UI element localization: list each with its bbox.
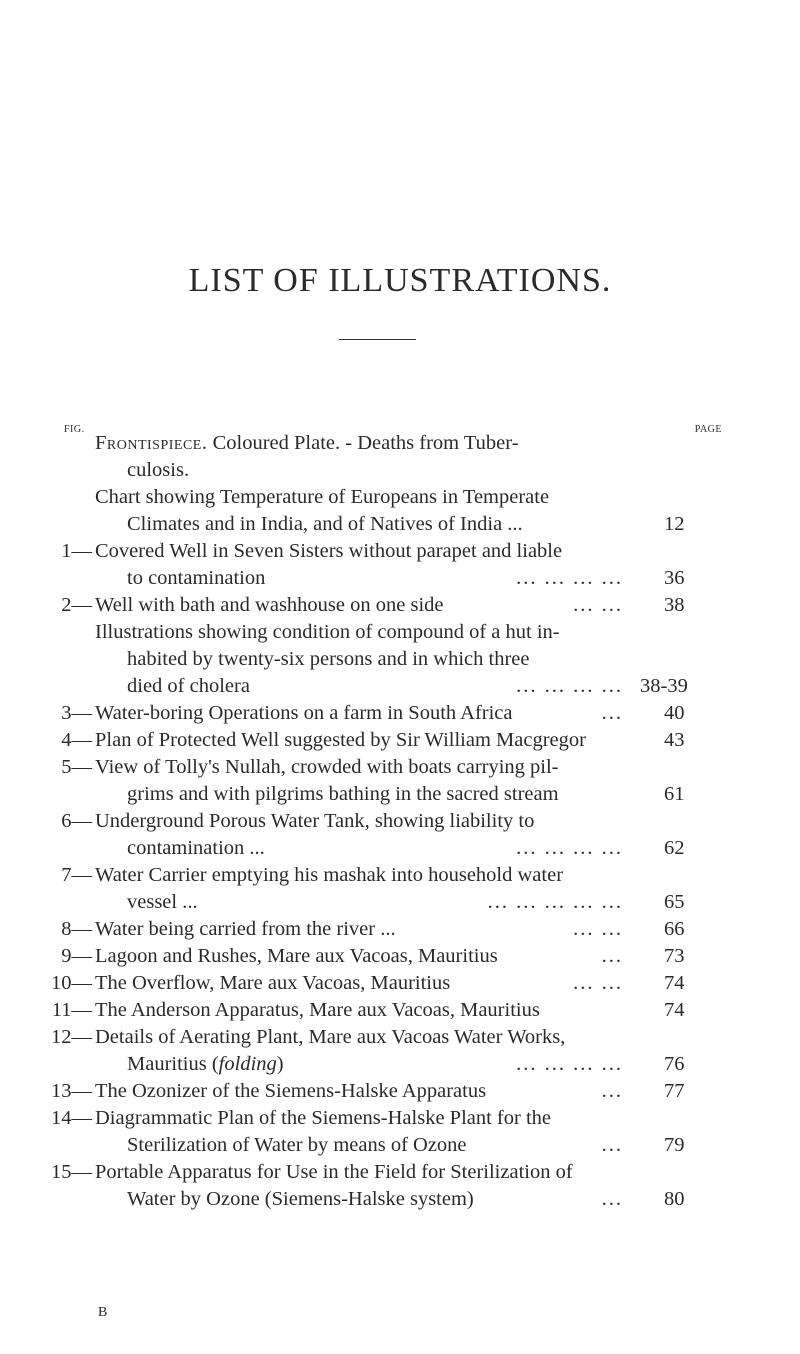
illustration-caption: Well with bath and washhouse on one side bbox=[95, 594, 444, 616]
list-item-line bbox=[0, 1024, 800, 1051]
list-item bbox=[0, 1105, 800, 1159]
list-item bbox=[0, 862, 800, 916]
list-item bbox=[0, 970, 800, 997]
illustration-caption: Water being carried from the river ... bbox=[95, 918, 396, 940]
list-item-line bbox=[0, 565, 800, 592]
illustration-caption: Sterilization of Water by means of Ozone bbox=[127, 1134, 467, 1156]
list-item-line bbox=[0, 511, 800, 538]
list-item-line bbox=[0, 592, 800, 619]
illustration-caption: Water by Ozone (Siemens-Halske system) bbox=[127, 1188, 474, 1210]
dot-leader: ... bbox=[601, 1188, 623, 1210]
illustration-caption: Details of Aerating Plant, Mare aux Vacoas Water Works, bbox=[95, 1026, 566, 1048]
figure-number: 12— bbox=[51, 1026, 92, 1048]
list-item-line bbox=[0, 646, 800, 673]
page-number: 38 bbox=[664, 594, 685, 616]
list-item-line bbox=[0, 1105, 800, 1132]
figure-number: 5— bbox=[61, 756, 92, 778]
page-number: 38-39 bbox=[640, 675, 688, 697]
list-item-line bbox=[0, 1186, 800, 1213]
illustration-caption: Covered Well in Seven Sisters without parapet and liable bbox=[95, 540, 563, 562]
list-item bbox=[0, 754, 800, 808]
figure-number: 11— bbox=[51, 999, 92, 1021]
illustration-caption: contamination ... bbox=[127, 837, 265, 859]
signature-mark: B bbox=[98, 1305, 108, 1320]
list-item-line bbox=[0, 997, 800, 1024]
illustration-caption: The Anderson Apparatus, Mare aux Vacoas, Mauritius bbox=[95, 999, 540, 1021]
page-number: 79 bbox=[664, 1134, 685, 1156]
list-item-line bbox=[0, 808, 800, 835]
list-item bbox=[0, 619, 800, 700]
list-item-line bbox=[0, 943, 800, 970]
page-number: 36 bbox=[664, 567, 685, 589]
illustration-caption: Water-boring Operations on a farm in South Africa bbox=[95, 702, 513, 724]
figure-number: 4— bbox=[61, 729, 92, 751]
list-item-line bbox=[0, 835, 800, 862]
illustration-caption: The Overflow, Mare aux Vacoas, Mauritius bbox=[95, 972, 451, 994]
illustration-caption: Frontispiece. Coloured Plate. - Deaths from Tuber- bbox=[95, 432, 519, 454]
illustration-caption: vessel ... bbox=[127, 891, 198, 913]
page-number: 76 bbox=[664, 1053, 685, 1075]
page-number: 62 bbox=[664, 837, 685, 859]
list-item-line bbox=[0, 754, 800, 781]
fig-column-label: FIG. bbox=[64, 424, 85, 435]
dot-leader: ... ... ... ... bbox=[516, 837, 623, 859]
figure-number: 2— bbox=[61, 594, 92, 616]
illustration-caption: Underground Porous Water Tank, showing liability to bbox=[95, 810, 535, 832]
dot-leader: ... ... ... ... bbox=[516, 567, 623, 589]
page-number: 74 bbox=[664, 972, 685, 994]
illustration-caption: to contamination bbox=[127, 567, 266, 589]
dot-leader: ... ... bbox=[573, 594, 623, 616]
illustration-caption: Diagrammatic Plan of the Siemens-Halske Plant for the bbox=[95, 1107, 552, 1129]
dot-leader: ... bbox=[601, 702, 623, 724]
illustration-caption: Water Carrier emptying his mashak into household water bbox=[95, 864, 564, 886]
list-item-line bbox=[0, 619, 800, 646]
list-item-line bbox=[0, 916, 800, 943]
page-number: 74 bbox=[664, 999, 685, 1021]
page-title: LIST OF ILLUSTRATIONS. bbox=[188, 262, 612, 299]
list-item-line bbox=[0, 484, 800, 511]
illustration-caption: Mauritius (folding) bbox=[127, 1053, 284, 1075]
illustration-caption: died of cholera bbox=[127, 675, 250, 697]
list-item-line bbox=[0, 1132, 800, 1159]
list-item-line bbox=[0, 1078, 800, 1105]
illustration-list bbox=[0, 430, 800, 1213]
illustration-caption: Portable Apparatus for Use in the Field for Sterilization of bbox=[95, 1161, 573, 1183]
list-item bbox=[0, 943, 800, 970]
illustration-caption: Chart showing Temperature of Europeans in Temperate bbox=[95, 486, 550, 508]
list-item bbox=[0, 1159, 800, 1213]
title-rule bbox=[339, 339, 416, 340]
figure-number: 6— bbox=[61, 810, 92, 832]
list-item bbox=[0, 592, 800, 619]
figure-number: 8— bbox=[61, 918, 92, 940]
illustration-caption: culosis. bbox=[127, 459, 190, 481]
figure-number: 15— bbox=[51, 1161, 92, 1183]
figure-number: 14— bbox=[51, 1107, 92, 1129]
page-number: 77 bbox=[664, 1080, 685, 1102]
list-item bbox=[0, 538, 800, 592]
list-item bbox=[0, 808, 800, 862]
figure-number: 9— bbox=[61, 945, 92, 967]
list-item bbox=[0, 916, 800, 943]
illustration-caption: The Ozonizer of the Siemens-Halske Apparatus bbox=[95, 1080, 487, 1102]
dot-leader: ... ... ... ... ... bbox=[487, 891, 623, 913]
dot-leader: ... ... ... ... bbox=[516, 675, 623, 697]
dot-leader: ... ... bbox=[573, 918, 623, 940]
list-item-line bbox=[0, 862, 800, 889]
illustration-caption: grims and with pilgrims bathing in the sacred stream bbox=[127, 783, 559, 805]
list-item-line bbox=[0, 538, 800, 565]
list-item-line bbox=[0, 1051, 800, 1078]
list-item-line bbox=[0, 457, 800, 484]
page-number: 40 bbox=[664, 702, 685, 724]
figure-number: 10— bbox=[51, 972, 92, 994]
list-item-line bbox=[0, 727, 800, 754]
list-item-line bbox=[0, 781, 800, 808]
page-number: 80 bbox=[664, 1188, 685, 1210]
list-item-line bbox=[0, 1159, 800, 1186]
list-item bbox=[0, 727, 800, 754]
list-item bbox=[0, 484, 800, 538]
list-item-line bbox=[0, 889, 800, 916]
list-item bbox=[0, 997, 800, 1024]
dot-leader: ... bbox=[601, 1134, 623, 1156]
illustration-caption: Illustrations showing condition of compound of a hut in- bbox=[95, 621, 560, 643]
list-item bbox=[0, 1078, 800, 1105]
page-number: 73 bbox=[664, 945, 685, 967]
list-item-line bbox=[0, 430, 800, 457]
figure-number: 7— bbox=[61, 864, 92, 886]
page-number: 43 bbox=[664, 729, 685, 751]
page-number: 66 bbox=[664, 918, 685, 940]
figure-number: 13— bbox=[51, 1080, 92, 1102]
page-number: 61 bbox=[664, 783, 685, 805]
page-column-label: PAGE bbox=[694, 424, 722, 435]
dot-leader: ... bbox=[601, 1080, 623, 1102]
list-item-line bbox=[0, 673, 800, 700]
page-number: 65 bbox=[664, 891, 685, 913]
illustration-caption: Plan of Protected Well suggested by Sir William Macgregor bbox=[95, 729, 586, 751]
dot-leader: ... ... ... ... bbox=[516, 1053, 623, 1075]
dot-leader: ... ... bbox=[573, 972, 623, 994]
list-item bbox=[0, 700, 800, 727]
figure-number: 1— bbox=[61, 540, 92, 562]
illustration-caption: View of Tolly's Nullah, crowded with boats carrying pil- bbox=[95, 756, 559, 778]
illustration-caption: habited by twenty-six persons and in which three bbox=[127, 648, 530, 670]
figure-number: 3— bbox=[61, 702, 92, 724]
list-item-line bbox=[0, 700, 800, 727]
list-item-line bbox=[0, 970, 800, 997]
dot-leader: ... bbox=[601, 945, 623, 967]
illustration-caption: Climates and in India, and of Natives of India ... bbox=[127, 513, 523, 535]
list-item bbox=[0, 1024, 800, 1078]
illustration-caption: Lagoon and Rushes, Mare aux Vacoas, Mauritius bbox=[95, 945, 498, 967]
page-number: 12 bbox=[664, 513, 685, 535]
list-item bbox=[0, 430, 800, 484]
